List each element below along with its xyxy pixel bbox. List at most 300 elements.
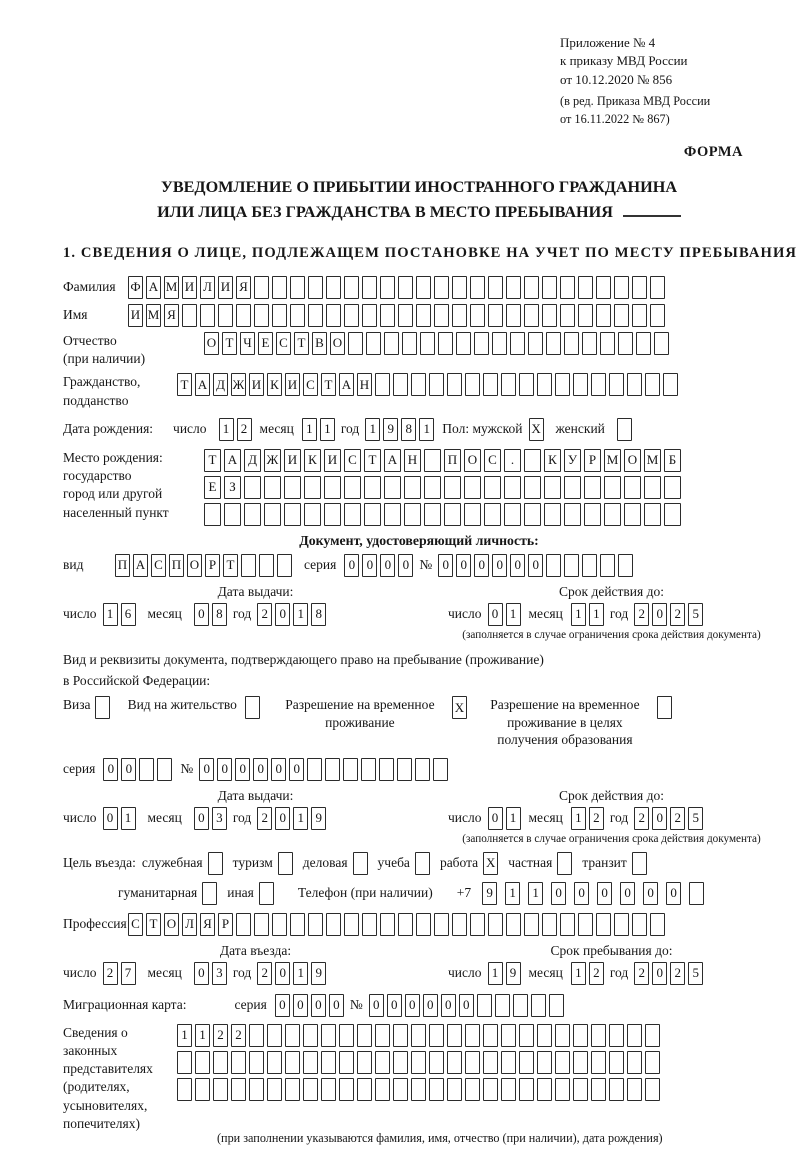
char-cell[interactable]: О [330, 332, 345, 355]
char-cell[interactable] [560, 276, 575, 299]
char-cell[interactable] [506, 276, 521, 299]
char-cell[interactable] [555, 1051, 570, 1074]
char-cell[interactable]: 0 [528, 554, 543, 577]
char-cell[interactable] [510, 332, 525, 355]
char-cell[interactable]: Д [213, 373, 228, 396]
char-cell[interactable]: 0 [194, 807, 209, 830]
char-cell[interactable]: Л [200, 276, 215, 299]
char-cell[interactable] [284, 503, 301, 526]
char-cell[interactable]: Д [244, 449, 261, 472]
char-cell[interactable]: А [146, 276, 161, 299]
char-cell[interactable] [254, 276, 269, 299]
char-cell[interactable] [452, 304, 467, 327]
char-cell[interactable] [564, 332, 579, 355]
char-cell[interactable] [544, 476, 561, 499]
char-cell[interactable]: 0 [643, 882, 658, 905]
char-cell[interactable]: О [204, 332, 219, 355]
char-cell[interactable] [464, 476, 481, 499]
char-cell[interactable] [578, 276, 593, 299]
char-cell[interactable] [195, 1078, 210, 1101]
purpose-work-checkbox[interactable]: X [483, 852, 498, 875]
char-cell[interactable]: 1 [505, 882, 520, 905]
char-cell[interactable]: П [444, 449, 461, 472]
char-cell[interactable]: Т [223, 554, 238, 577]
char-cell[interactable] [524, 913, 539, 936]
char-cell[interactable]: 2 [237, 418, 252, 441]
char-cell[interactable] [259, 554, 274, 577]
char-cell[interactable] [290, 913, 305, 936]
char-cell[interactable] [264, 503, 281, 526]
char-cell[interactable]: И [182, 276, 197, 299]
char-cell[interactable] [379, 758, 394, 781]
char-cell[interactable]: 0 [194, 603, 209, 626]
char-cell[interactable] [632, 304, 647, 327]
char-cell[interactable] [447, 1078, 462, 1101]
char-cell[interactable]: С [484, 449, 501, 472]
char-cell[interactable] [177, 1078, 192, 1101]
char-cell[interactable]: 0 [369, 994, 384, 1017]
purpose-official-checkbox[interactable] [208, 852, 223, 875]
char-cell[interactable]: 8 [212, 603, 227, 626]
char-cell[interactable] [650, 913, 665, 936]
char-cell[interactable]: О [164, 913, 179, 936]
char-cell[interactable]: Б [664, 449, 681, 472]
char-cell[interactable]: 2 [670, 962, 685, 985]
char-cell[interactable]: 6 [121, 603, 136, 626]
char-cell[interactable]: 0 [275, 603, 290, 626]
char-cell[interactable]: 0 [488, 603, 503, 626]
char-cell[interactable] [182, 304, 197, 327]
char-cell[interactable] [375, 1078, 390, 1101]
char-cell[interactable] [524, 503, 541, 526]
char-cell[interactable] [362, 913, 377, 936]
char-cell[interactable] [213, 1078, 228, 1101]
char-cell[interactable] [470, 276, 485, 299]
char-cell[interactable]: 0 [387, 994, 402, 1017]
char-cell[interactable] [285, 1051, 300, 1074]
char-cell[interactable]: Ж [264, 449, 281, 472]
char-cell[interactable]: А [224, 449, 241, 472]
char-cell[interactable] [564, 554, 579, 577]
char-cell[interactable]: 1 [302, 418, 317, 441]
char-cell[interactable]: С [303, 373, 318, 396]
char-cell[interactable] [555, 1024, 570, 1047]
char-cell[interactable]: 0 [492, 554, 507, 577]
char-cell[interactable]: 8 [401, 418, 416, 441]
char-cell[interactable]: 2 [670, 807, 685, 830]
char-cell[interactable] [513, 994, 528, 1017]
char-cell[interactable]: Р [218, 913, 233, 936]
char-cell[interactable] [398, 913, 413, 936]
char-cell[interactable] [501, 1051, 516, 1074]
char-cell[interactable]: 0 [199, 758, 214, 781]
char-cell[interactable]: 1 [293, 603, 308, 626]
char-cell[interactable] [560, 304, 575, 327]
char-cell[interactable] [600, 332, 615, 355]
char-cell[interactable]: О [624, 449, 641, 472]
char-cell[interactable] [380, 276, 395, 299]
char-cell[interactable]: И [249, 373, 264, 396]
char-cell[interactable] [157, 758, 172, 781]
char-cell[interactable]: Т [364, 449, 381, 472]
char-cell[interactable]: А [195, 373, 210, 396]
char-cell[interactable] [236, 304, 251, 327]
char-cell[interactable] [321, 1051, 336, 1074]
char-cell[interactable] [393, 1051, 408, 1074]
char-cell[interactable] [284, 476, 301, 499]
char-cell[interactable]: Н [404, 449, 421, 472]
char-cell[interactable] [361, 758, 376, 781]
char-cell[interactable] [204, 503, 221, 526]
char-cell[interactable]: М [164, 276, 179, 299]
char-cell[interactable] [524, 276, 539, 299]
sex-female-checkbox[interactable] [617, 418, 632, 441]
char-cell[interactable] [689, 882, 704, 905]
char-cell[interactable] [564, 503, 581, 526]
char-cell[interactable]: 1 [571, 603, 586, 626]
char-cell[interactable]: 2 [257, 807, 272, 830]
char-cell[interactable]: 0 [235, 758, 250, 781]
char-cell[interactable]: 1 [219, 418, 234, 441]
char-cell[interactable]: 2 [634, 962, 649, 985]
char-cell[interactable] [624, 476, 641, 499]
char-cell[interactable]: Т [321, 373, 336, 396]
char-cell[interactable] [277, 554, 292, 577]
char-cell[interactable] [447, 373, 462, 396]
char-cell[interactable] [434, 913, 449, 936]
char-cell[interactable] [324, 476, 341, 499]
char-cell[interactable]: А [133, 554, 148, 577]
char-cell[interactable] [398, 304, 413, 327]
char-cell[interactable] [339, 1078, 354, 1101]
char-cell[interactable] [195, 1051, 210, 1074]
char-cell[interactable] [344, 476, 361, 499]
char-cell[interactable]: 2 [257, 962, 272, 985]
char-cell[interactable] [362, 304, 377, 327]
char-cell[interactable] [343, 758, 358, 781]
char-cell[interactable]: Т [146, 913, 161, 936]
char-cell[interactable] [501, 1024, 516, 1047]
char-cell[interactable] [177, 1051, 192, 1074]
char-cell[interactable] [307, 758, 322, 781]
char-cell[interactable] [254, 304, 269, 327]
char-cell[interactable]: 1 [506, 603, 521, 626]
char-cell[interactable] [366, 332, 381, 355]
char-cell[interactable] [344, 503, 361, 526]
char-cell[interactable] [484, 503, 501, 526]
char-cell[interactable]: 0 [194, 962, 209, 985]
char-cell[interactable] [384, 332, 399, 355]
char-cell[interactable]: Т [222, 332, 237, 355]
char-cell[interactable] [645, 1024, 660, 1047]
char-cell[interactable] [591, 1078, 606, 1101]
char-cell[interactable]: 3 [212, 962, 227, 985]
char-cell[interactable]: 0 [311, 994, 326, 1017]
char-cell[interactable] [654, 332, 669, 355]
char-cell[interactable] [434, 304, 449, 327]
char-cell[interactable] [415, 758, 430, 781]
char-cell[interactable] [609, 1051, 624, 1074]
char-cell[interactable] [578, 304, 593, 327]
char-cell[interactable] [308, 304, 323, 327]
char-cell[interactable] [303, 1051, 318, 1074]
char-cell[interactable] [492, 332, 507, 355]
char-cell[interactable] [433, 758, 448, 781]
char-cell[interactable]: 1 [571, 962, 586, 985]
char-cell[interactable]: 0 [253, 758, 268, 781]
char-cell[interactable]: 2 [589, 962, 604, 985]
char-cell[interactable]: З [224, 476, 241, 499]
char-cell[interactable] [236, 913, 251, 936]
char-cell[interactable] [614, 304, 629, 327]
char-cell[interactable] [384, 476, 401, 499]
char-cell[interactable] [664, 476, 681, 499]
char-cell[interactable] [614, 276, 629, 299]
char-cell[interactable] [501, 1078, 516, 1101]
sex-male-checkbox[interactable]: X [529, 418, 544, 441]
char-cell[interactable] [344, 913, 359, 936]
char-cell[interactable]: О [464, 449, 481, 472]
char-cell[interactable] [483, 1078, 498, 1101]
char-cell[interactable] [627, 1078, 642, 1101]
char-cell[interactable] [470, 304, 485, 327]
char-cell[interactable]: 0 [293, 994, 308, 1017]
char-cell[interactable]: 1 [103, 603, 118, 626]
option-residence-permit-checkbox[interactable] [245, 696, 260, 719]
char-cell[interactable] [582, 554, 597, 577]
char-cell[interactable]: С [276, 332, 291, 355]
char-cell[interactable]: 8 [311, 603, 326, 626]
char-cell[interactable]: 0 [459, 994, 474, 1017]
char-cell[interactable]: Т [294, 332, 309, 355]
char-cell[interactable] [600, 554, 615, 577]
char-cell[interactable] [272, 304, 287, 327]
char-cell[interactable] [596, 276, 611, 299]
char-cell[interactable] [578, 913, 593, 936]
char-cell[interactable]: Ф [128, 276, 143, 299]
char-cell[interactable]: К [304, 449, 321, 472]
char-cell[interactable]: 9 [311, 962, 326, 985]
char-cell[interactable] [231, 1078, 246, 1101]
char-cell[interactable] [324, 503, 341, 526]
char-cell[interactable]: Ж [231, 373, 246, 396]
char-cell[interactable]: 5 [688, 807, 703, 830]
char-cell[interactable] [420, 332, 435, 355]
char-cell[interactable] [325, 758, 340, 781]
char-cell[interactable]: 1 [195, 1024, 210, 1047]
char-cell[interactable]: 5 [688, 962, 703, 985]
char-cell[interactable]: 1 [488, 962, 503, 985]
char-cell[interactable] [380, 913, 395, 936]
char-cell[interactable]: 0 [510, 554, 525, 577]
char-cell[interactable] [464, 503, 481, 526]
char-cell[interactable] [650, 304, 665, 327]
char-cell[interactable]: У [564, 449, 581, 472]
char-cell[interactable] [645, 1078, 660, 1101]
char-cell[interactable] [573, 1024, 588, 1047]
char-cell[interactable]: 0 [551, 882, 566, 905]
char-cell[interactable] [484, 476, 501, 499]
char-cell[interactable] [447, 1024, 462, 1047]
char-cell[interactable]: Т [177, 373, 192, 396]
char-cell[interactable] [200, 304, 215, 327]
char-cell[interactable] [624, 503, 641, 526]
char-cell[interactable]: 0 [217, 758, 232, 781]
char-cell[interactable] [627, 373, 642, 396]
char-cell[interactable] [321, 1024, 336, 1047]
char-cell[interactable] [452, 913, 467, 936]
char-cell[interactable] [429, 373, 444, 396]
char-cell[interactable] [627, 1024, 642, 1047]
char-cell[interactable] [609, 1024, 624, 1047]
char-cell[interactable] [434, 276, 449, 299]
char-cell[interactable] [573, 1078, 588, 1101]
option-temp-residence-edu-checkbox[interactable] [657, 696, 672, 719]
char-cell[interactable] [501, 373, 516, 396]
char-cell[interactable] [404, 503, 421, 526]
char-cell[interactable]: С [344, 449, 361, 472]
char-cell[interactable]: 2 [670, 603, 685, 626]
char-cell[interactable]: 2 [589, 807, 604, 830]
char-cell[interactable] [483, 1051, 498, 1074]
char-cell[interactable]: Ч [240, 332, 255, 355]
char-cell[interactable]: А [384, 449, 401, 472]
char-cell[interactable] [488, 276, 503, 299]
char-cell[interactable] [375, 1051, 390, 1074]
char-cell[interactable]: В [312, 332, 327, 355]
char-cell[interactable] [429, 1051, 444, 1074]
char-cell[interactable]: 1 [506, 807, 521, 830]
char-cell[interactable] [304, 503, 321, 526]
char-cell[interactable]: 7 [121, 962, 136, 985]
char-cell[interactable] [609, 1078, 624, 1101]
char-cell[interactable] [465, 1024, 480, 1047]
char-cell[interactable] [519, 1078, 534, 1101]
char-cell[interactable] [218, 304, 233, 327]
char-cell[interactable] [645, 1051, 660, 1074]
char-cell[interactable]: 1 [419, 418, 434, 441]
char-cell[interactable]: М [604, 449, 621, 472]
char-cell[interactable] [393, 373, 408, 396]
char-cell[interactable] [519, 373, 534, 396]
char-cell[interactable] [411, 1078, 426, 1101]
char-cell[interactable] [488, 913, 503, 936]
char-cell[interactable] [456, 332, 471, 355]
char-cell[interactable] [402, 332, 417, 355]
char-cell[interactable] [483, 1024, 498, 1047]
char-cell[interactable] [375, 1024, 390, 1047]
char-cell[interactable]: Е [204, 476, 221, 499]
char-cell[interactable] [544, 503, 561, 526]
char-cell[interactable]: А [339, 373, 354, 396]
char-cell[interactable] [285, 1078, 300, 1101]
char-cell[interactable] [573, 373, 588, 396]
char-cell[interactable]: Р [205, 554, 220, 577]
purpose-study-checkbox[interactable] [415, 852, 430, 875]
char-cell[interactable]: 0 [362, 554, 377, 577]
char-cell[interactable] [264, 476, 281, 499]
char-cell[interactable]: 0 [456, 554, 471, 577]
char-cell[interactable]: 1 [571, 807, 586, 830]
char-cell[interactable] [591, 373, 606, 396]
char-cell[interactable] [416, 304, 431, 327]
char-cell[interactable] [627, 1051, 642, 1074]
char-cell[interactable] [429, 1024, 444, 1047]
char-cell[interactable] [411, 373, 426, 396]
char-cell[interactable] [249, 1051, 264, 1074]
char-cell[interactable]: 0 [620, 882, 635, 905]
char-cell[interactable]: 2 [231, 1024, 246, 1047]
purpose-private-checkbox[interactable] [557, 852, 572, 875]
char-cell[interactable] [375, 373, 390, 396]
char-cell[interactable] [519, 1024, 534, 1047]
char-cell[interactable]: 0 [275, 807, 290, 830]
char-cell[interactable]: 0 [380, 554, 395, 577]
char-cell[interactable]: П [169, 554, 184, 577]
char-cell[interactable] [504, 476, 521, 499]
char-cell[interactable]: И [218, 276, 233, 299]
char-cell[interactable]: 9 [311, 807, 326, 830]
option-temp-residence-checkbox[interactable]: X [452, 696, 467, 719]
char-cell[interactable] [645, 373, 660, 396]
char-cell[interactable] [650, 276, 665, 299]
char-cell[interactable] [362, 276, 377, 299]
char-cell[interactable] [326, 304, 341, 327]
char-cell[interactable] [416, 913, 431, 936]
char-cell[interactable] [506, 304, 521, 327]
char-cell[interactable]: 0 [329, 994, 344, 1017]
char-cell[interactable]: И [285, 373, 300, 396]
char-cell[interactable] [542, 304, 557, 327]
char-cell[interactable] [504, 503, 521, 526]
char-cell[interactable]: 1 [177, 1024, 192, 1047]
char-cell[interactable]: 0 [652, 807, 667, 830]
char-cell[interactable] [290, 304, 305, 327]
char-cell[interactable] [663, 373, 678, 396]
char-cell[interactable] [357, 1051, 372, 1074]
char-cell[interactable] [272, 276, 287, 299]
char-cell[interactable] [524, 476, 541, 499]
char-cell[interactable]: 0 [121, 758, 136, 781]
char-cell[interactable] [609, 373, 624, 396]
char-cell[interactable]: 1 [320, 418, 335, 441]
char-cell[interactable] [465, 373, 480, 396]
char-cell[interactable] [416, 276, 431, 299]
char-cell[interactable]: 0 [652, 603, 667, 626]
purpose-other-checkbox[interactable] [259, 882, 274, 905]
char-cell[interactable] [537, 1078, 552, 1101]
char-cell[interactable] [560, 913, 575, 936]
char-cell[interactable]: Н [357, 373, 372, 396]
char-cell[interactable] [213, 1051, 228, 1074]
char-cell[interactable] [384, 503, 401, 526]
char-cell[interactable] [397, 758, 412, 781]
char-cell[interactable] [519, 1051, 534, 1074]
char-cell[interactable]: 1 [365, 418, 380, 441]
char-cell[interactable]: 0 [271, 758, 286, 781]
char-cell[interactable]: М [644, 449, 661, 472]
char-cell[interactable] [224, 503, 241, 526]
char-cell[interactable] [249, 1024, 264, 1047]
char-cell[interactable] [555, 1078, 570, 1101]
purpose-humanitarian-checkbox[interactable] [202, 882, 217, 905]
char-cell[interactable] [308, 276, 323, 299]
char-cell[interactable] [357, 1024, 372, 1047]
char-cell[interactable] [531, 994, 546, 1017]
char-cell[interactable] [364, 476, 381, 499]
char-cell[interactable]: 0 [398, 554, 413, 577]
char-cell[interactable] [564, 476, 581, 499]
